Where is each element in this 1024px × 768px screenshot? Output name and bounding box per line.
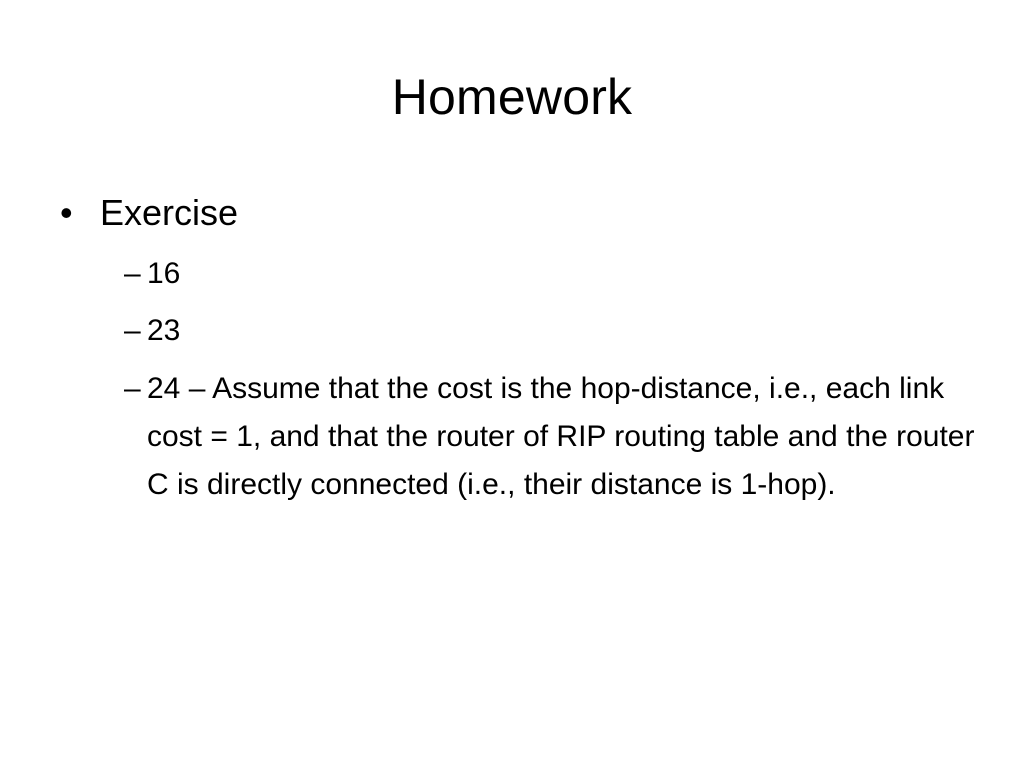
bullet-icon: • <box>60 192 73 233</box>
bullet-text: Exercise <box>100 192 239 233</box>
slide-title: Homework <box>391 69 633 125</box>
sub-item-text: 23 <box>147 314 181 347</box>
dash-icon: – <box>124 314 141 347</box>
dash-icon: – <box>124 257 141 290</box>
sub-item-text: 16 <box>147 257 181 290</box>
dash-icon: – <box>124 372 141 405</box>
sub-item-text: 24 – Assume that the cost is the hop-distance, i.e., each link cost = 1, and that the router of RIP routing table and the router C is directly connected (i.e., their distance is 1-hop). <box>147 372 975 501</box>
